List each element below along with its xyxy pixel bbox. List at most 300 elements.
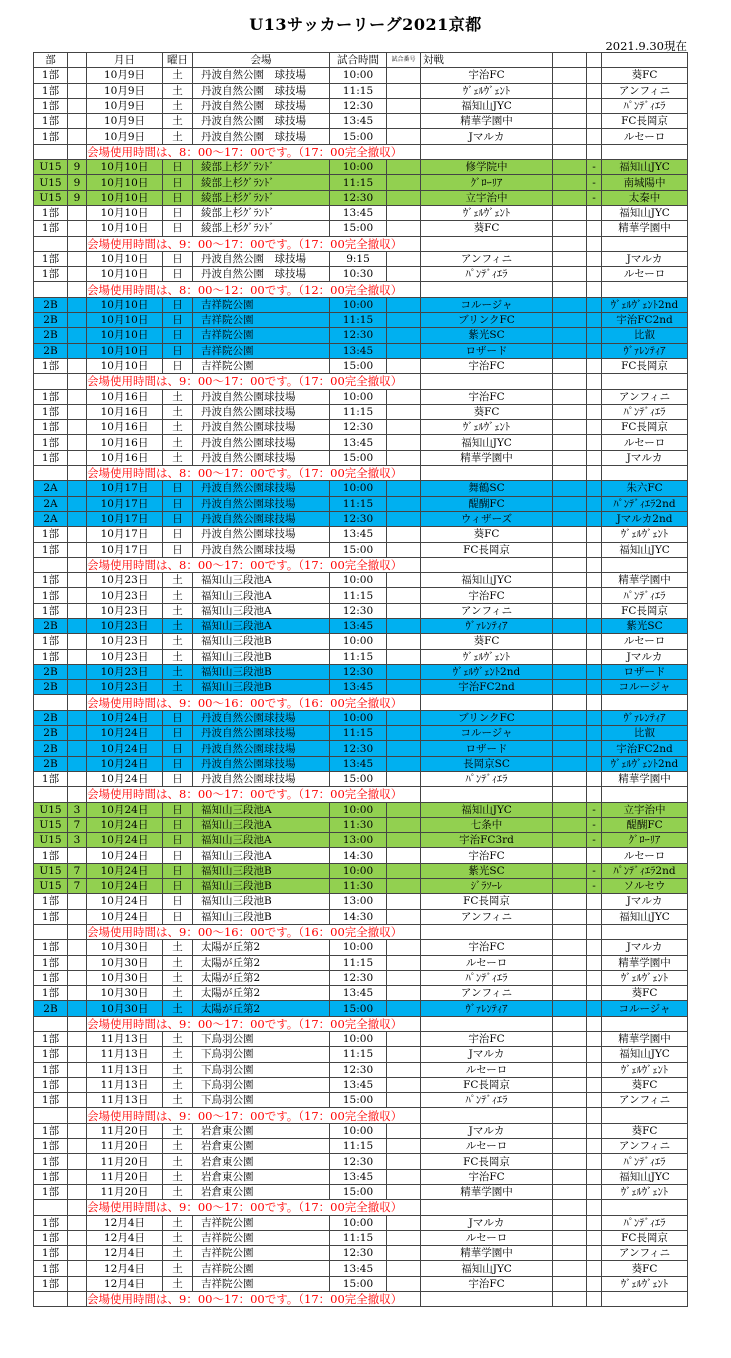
match-row bbox=[34, 267, 688, 282]
venue-cell: 岩倉東公園 bbox=[193, 1139, 330, 1154]
blank-cell bbox=[602, 1200, 688, 1215]
time-cell: 13:45 bbox=[330, 343, 387, 358]
time-cell: 15:00 bbox=[330, 1276, 387, 1291]
home-team-cell: FC長岡京 bbox=[421, 1077, 553, 1092]
home-team-cell: ｼﾞﾗｿｰﾚ bbox=[421, 879, 553, 894]
venue-cell: 福知山三段池A bbox=[193, 588, 330, 603]
match-no-cell bbox=[387, 1123, 421, 1138]
separator-cell bbox=[587, 496, 602, 511]
match-row bbox=[34, 328, 688, 343]
separator-cell bbox=[587, 221, 602, 236]
separator-cell bbox=[587, 328, 602, 343]
blank-cell bbox=[553, 1077, 587, 1092]
match-row bbox=[34, 1154, 688, 1169]
blank-cell bbox=[553, 802, 587, 817]
weekday-cell: 土 bbox=[163, 129, 193, 144]
venue-cell: 太陽が丘第2 bbox=[193, 940, 330, 955]
home-team-cell: アンフィニ bbox=[421, 986, 553, 1001]
venue-cell: 丹波自然公園球技場 bbox=[193, 389, 330, 404]
time-cell: 10:00 bbox=[330, 802, 387, 817]
group-cell bbox=[68, 756, 87, 771]
match-no-cell bbox=[387, 588, 421, 603]
blank-cell bbox=[602, 374, 688, 389]
away-team-cell: アンフィニ bbox=[602, 1139, 688, 1154]
division-cell: 1部 bbox=[34, 1139, 68, 1154]
group-cell bbox=[68, 1047, 87, 1062]
match-no-cell bbox=[387, 450, 421, 465]
blank-cell bbox=[553, 1032, 587, 1047]
away-team-cell: Jマルカ bbox=[602, 940, 688, 955]
weekday-cell: 土 bbox=[163, 955, 193, 970]
division-cell: 2B bbox=[34, 618, 68, 633]
group-cell bbox=[68, 420, 87, 435]
venue-cell: 太陽が丘第2 bbox=[193, 970, 330, 985]
venue-cell: 綾部上杉ｸﾞﾗﾝﾄﾞ bbox=[193, 190, 330, 205]
match-row bbox=[34, 404, 688, 419]
blank-cell bbox=[421, 1108, 553, 1123]
date-cell: 10月24日 bbox=[87, 879, 163, 894]
date-cell: 11月13日 bbox=[87, 1093, 163, 1108]
separator-cell bbox=[587, 710, 602, 725]
separator-cell bbox=[587, 297, 602, 312]
division-cell: U15 bbox=[34, 863, 68, 878]
group-cell bbox=[68, 726, 87, 741]
home-team-cell: ロザード bbox=[421, 741, 553, 756]
weekday-cell: 土 bbox=[163, 1154, 193, 1169]
group-cell bbox=[68, 1062, 87, 1077]
blank-cell bbox=[553, 129, 587, 144]
separator-cell bbox=[587, 1123, 602, 1138]
venue-cell: 下鳥羽公園 bbox=[193, 1093, 330, 1108]
group-cell bbox=[68, 389, 87, 404]
match-row bbox=[34, 573, 688, 588]
away-team-cell: FC長岡京 bbox=[602, 420, 688, 435]
venue-cell: 丹波自然公園球技場 bbox=[193, 481, 330, 496]
group-cell bbox=[68, 1077, 87, 1092]
date-cell: 10月9日 bbox=[87, 129, 163, 144]
home-team-cell: 精華学園中 bbox=[421, 450, 553, 465]
match-row bbox=[34, 1276, 688, 1291]
home-team-cell: 七条中 bbox=[421, 817, 553, 832]
match-row bbox=[34, 511, 688, 526]
blank-cell bbox=[553, 771, 587, 786]
blank-cell bbox=[553, 649, 587, 664]
match-no-cell bbox=[387, 756, 421, 771]
away-team-cell: ルセーロ bbox=[602, 267, 688, 282]
division-cell: 1部 bbox=[34, 1276, 68, 1291]
time-cell: 10:30 bbox=[330, 267, 387, 282]
group-cell bbox=[68, 894, 87, 909]
group-cell bbox=[68, 680, 87, 695]
time-cell: 10:00 bbox=[330, 481, 387, 496]
blank-cell bbox=[553, 741, 587, 756]
separator-cell bbox=[587, 435, 602, 450]
match-row bbox=[34, 450, 688, 465]
time-cell: 15:00 bbox=[330, 129, 387, 144]
division-cell: 1部 bbox=[34, 588, 68, 603]
group-cell: 7 bbox=[68, 817, 87, 832]
separator-cell bbox=[587, 1276, 602, 1291]
separator-cell bbox=[587, 940, 602, 955]
venue-hours-note: 会場使用時間は、9：00～17：00です。（17：00完全撤収） bbox=[87, 1016, 421, 1031]
venue-hours-note-row bbox=[34, 466, 688, 481]
separator-cell bbox=[587, 955, 602, 970]
match-no-cell bbox=[387, 1184, 421, 1199]
away-team-cell: 精華学園中 bbox=[602, 573, 688, 588]
division-cell: 2B bbox=[34, 726, 68, 741]
away-team-cell: ｳﾞｪﾙｳﾞｪﾝﾄ bbox=[602, 1184, 688, 1199]
blank-cell bbox=[553, 1215, 587, 1230]
group-cell bbox=[68, 435, 87, 450]
as-of-date: 2021.9.30現在 bbox=[605, 39, 687, 53]
date-cell: 11月20日 bbox=[87, 1123, 163, 1138]
match-row bbox=[34, 297, 688, 312]
blank-cell bbox=[553, 511, 587, 526]
header-blank-2 bbox=[587, 53, 602, 68]
division-cell: 1部 bbox=[34, 1077, 68, 1092]
group-cell bbox=[68, 771, 87, 786]
match-no-cell bbox=[387, 726, 421, 741]
weekday-cell: 土 bbox=[163, 573, 193, 588]
blank-cell bbox=[553, 175, 587, 190]
match-row bbox=[34, 1169, 688, 1184]
time-cell: 11:15 bbox=[330, 955, 387, 970]
weekday-cell: 日 bbox=[163, 175, 193, 190]
date-cell: 11月20日 bbox=[87, 1139, 163, 1154]
division-cell: 1部 bbox=[34, 848, 68, 863]
header-blank-1 bbox=[553, 53, 587, 68]
group-cell bbox=[68, 634, 87, 649]
group-cell: 3 bbox=[68, 802, 87, 817]
venue-cell: 下鳥羽公園 bbox=[193, 1062, 330, 1077]
division-cell: 1部 bbox=[34, 940, 68, 955]
venue-hours-note: 会場使用時間は、8：00～12：00です。（12：00完全撤収） bbox=[87, 282, 421, 297]
venue-hours-note: 会場使用時間は、9：00～16：00です。（16：00完全撤収） bbox=[87, 695, 421, 710]
date-cell: 10月30日 bbox=[87, 1001, 163, 1016]
match-row bbox=[34, 1261, 688, 1276]
blank-cell bbox=[553, 1108, 587, 1123]
match-no-cell bbox=[387, 970, 421, 985]
blank-cell bbox=[34, 1200, 68, 1215]
blank-cell bbox=[34, 1108, 68, 1123]
match-no-cell bbox=[387, 573, 421, 588]
weekday-cell: 土 bbox=[163, 986, 193, 1001]
match-row bbox=[34, 114, 688, 129]
match-no-cell bbox=[387, 1062, 421, 1077]
group-cell bbox=[68, 496, 87, 511]
weekday-cell: 土 bbox=[163, 1032, 193, 1047]
group-cell bbox=[68, 909, 87, 924]
blank-cell bbox=[68, 695, 87, 710]
home-team-cell: ロザード bbox=[421, 343, 553, 358]
venue-cell: 綾部上杉ｸﾞﾗﾝﾄﾞ bbox=[193, 160, 330, 175]
blank-cell bbox=[587, 787, 602, 802]
away-team-cell: 宇治FC2nd bbox=[602, 741, 688, 756]
blank-cell bbox=[553, 756, 587, 771]
separator-cell: - bbox=[587, 160, 602, 175]
venue-cell: 太陽が丘第2 bbox=[193, 955, 330, 970]
home-team-cell: 精華学園中 bbox=[421, 1246, 553, 1261]
weekday-cell: 土 bbox=[163, 588, 193, 603]
away-team-cell: コルージャ bbox=[602, 680, 688, 695]
group-cell bbox=[68, 1184, 87, 1199]
weekday-cell: 日 bbox=[163, 251, 193, 266]
separator-cell bbox=[587, 1093, 602, 1108]
home-team-cell: 福知山JYC bbox=[421, 1261, 553, 1276]
date-cell: 12月4日 bbox=[87, 1261, 163, 1276]
blank-cell bbox=[421, 282, 553, 297]
division-cell: 1部 bbox=[34, 1261, 68, 1276]
match-no-cell bbox=[387, 1154, 421, 1169]
date-cell: 10月23日 bbox=[87, 680, 163, 695]
away-team-cell: ｳﾞｧﾚﾝﾃｨｱ bbox=[602, 343, 688, 358]
blank-cell bbox=[602, 787, 688, 802]
venue-cell: 綾部上杉ｸﾞﾗﾝﾄﾞ bbox=[193, 221, 330, 236]
match-row bbox=[34, 1032, 688, 1047]
match-row bbox=[34, 496, 688, 511]
venue-cell: 丹波自然公園球技場 bbox=[193, 435, 330, 450]
time-cell: 15:00 bbox=[330, 1001, 387, 1016]
venue-cell: 丹波自然公園 球技場 bbox=[193, 267, 330, 282]
home-team-cell: 宇治FC2nd bbox=[421, 680, 553, 695]
away-team-cell: 福知山JYC bbox=[602, 1169, 688, 1184]
match-no-cell bbox=[387, 160, 421, 175]
home-team-cell: ｳﾞｧﾚﾝﾃｨｱ bbox=[421, 1001, 553, 1016]
home-team-cell: 紫光SC bbox=[421, 863, 553, 878]
date-cell: 10月9日 bbox=[87, 98, 163, 113]
separator-cell bbox=[587, 970, 602, 985]
division-cell: 1部 bbox=[34, 1184, 68, 1199]
weekday-cell: 土 bbox=[163, 940, 193, 955]
time-cell: 15:00 bbox=[330, 771, 387, 786]
match-row bbox=[34, 817, 688, 832]
blank-cell bbox=[34, 144, 68, 159]
match-no-cell bbox=[387, 1139, 421, 1154]
home-team-cell: ﾊﾟﾝﾃﾞｨｴﾗ bbox=[421, 1093, 553, 1108]
match-no-cell bbox=[387, 894, 421, 909]
separator-cell bbox=[587, 618, 602, 633]
match-no-cell bbox=[387, 741, 421, 756]
match-row bbox=[34, 1123, 688, 1138]
match-no-cell bbox=[387, 833, 421, 848]
blank-cell bbox=[553, 970, 587, 985]
home-team-cell: ｳﾞｧﾚﾝﾃｨｱ bbox=[421, 618, 553, 633]
date-cell: 10月16日 bbox=[87, 450, 163, 465]
time-cell: 10:00 bbox=[330, 389, 387, 404]
group-cell: 9 bbox=[68, 175, 87, 190]
match-no-cell bbox=[387, 175, 421, 190]
match-no-cell bbox=[387, 297, 421, 312]
weekday-cell: 日 bbox=[163, 833, 193, 848]
match-no-cell bbox=[387, 404, 421, 419]
weekday-cell: 日 bbox=[163, 863, 193, 878]
blank-cell bbox=[421, 236, 553, 251]
blank-cell bbox=[553, 144, 587, 159]
blank-cell bbox=[553, 1230, 587, 1245]
blank-cell bbox=[553, 817, 587, 832]
away-team-cell: 太秦中 bbox=[602, 190, 688, 205]
match-no-cell bbox=[387, 1261, 421, 1276]
home-team-cell: FC長岡京 bbox=[421, 894, 553, 909]
away-team-cell: コルージャ bbox=[602, 1001, 688, 1016]
home-team-cell: ブリンクFC bbox=[421, 313, 553, 328]
match-row bbox=[34, 481, 688, 496]
group-cell: 3 bbox=[68, 833, 87, 848]
weekday-cell: 土 bbox=[163, 1276, 193, 1291]
date-cell: 10月24日 bbox=[87, 726, 163, 741]
match-row bbox=[34, 756, 688, 771]
blank-cell bbox=[553, 68, 587, 83]
home-team-cell: 宇治FC bbox=[421, 1169, 553, 1184]
weekday-cell: 土 bbox=[163, 114, 193, 129]
time-cell: 12:30 bbox=[330, 511, 387, 526]
home-team-cell: ｳﾞｪﾙｳﾞｪﾝﾄ2nd bbox=[421, 664, 553, 679]
division-cell: 1部 bbox=[34, 114, 68, 129]
weekday-cell: 土 bbox=[163, 435, 193, 450]
blank-cell bbox=[68, 557, 87, 572]
separator-cell bbox=[587, 848, 602, 863]
match-no-cell bbox=[387, 114, 421, 129]
home-team-cell: 精華学園中 bbox=[421, 114, 553, 129]
group-cell bbox=[68, 297, 87, 312]
separator-cell: - bbox=[587, 190, 602, 205]
away-team-cell: 精華学園中 bbox=[602, 955, 688, 970]
match-no-cell bbox=[387, 879, 421, 894]
match-row bbox=[34, 680, 688, 695]
match-row bbox=[34, 527, 688, 542]
blank-cell bbox=[553, 205, 587, 220]
home-team-cell: 宇治FC bbox=[421, 848, 553, 863]
group-cell bbox=[68, 98, 87, 113]
venue-hours-note-row bbox=[34, 787, 688, 802]
match-row bbox=[34, 1062, 688, 1077]
group-cell bbox=[68, 83, 87, 98]
match-no-cell bbox=[387, 802, 421, 817]
blank-cell bbox=[553, 848, 587, 863]
home-team-cell: ﾊﾟﾝﾃﾞｨｴﾗ bbox=[421, 771, 553, 786]
header-matchup: 対戦 bbox=[421, 53, 553, 68]
time-cell: 12:30 bbox=[330, 603, 387, 618]
match-no-cell bbox=[387, 634, 421, 649]
time-cell: 13:45 bbox=[330, 205, 387, 220]
venue-cell: 福知山三段池B bbox=[193, 879, 330, 894]
weekday-cell: 土 bbox=[163, 420, 193, 435]
division-cell: 2B bbox=[34, 297, 68, 312]
venue-cell: 岩倉東公園 bbox=[193, 1123, 330, 1138]
weekday-cell: 日 bbox=[163, 527, 193, 542]
home-team-cell: 醍醐FC bbox=[421, 496, 553, 511]
division-cell: U15 bbox=[34, 879, 68, 894]
blank-cell bbox=[68, 282, 87, 297]
match-row bbox=[34, 389, 688, 404]
weekday-cell: 日 bbox=[163, 160, 193, 175]
venue-hours-note: 会場使用時間は、8：00～17：00です。（17：00完全撤収） bbox=[87, 466, 421, 481]
date-cell: 10月10日 bbox=[87, 190, 163, 205]
time-cell: 13:45 bbox=[330, 1169, 387, 1184]
time-cell: 10:00 bbox=[330, 160, 387, 175]
match-row bbox=[34, 1215, 688, 1230]
date-cell: 10月23日 bbox=[87, 573, 163, 588]
header-time: 試合時間 bbox=[330, 53, 387, 68]
match-no-cell bbox=[387, 1093, 421, 1108]
division-cell: 2B bbox=[34, 680, 68, 695]
blank-cell bbox=[553, 833, 587, 848]
venue-cell: 丹波自然公園 球技場 bbox=[193, 98, 330, 113]
date-cell: 12月4日 bbox=[87, 1230, 163, 1245]
date-cell: 11月20日 bbox=[87, 1169, 163, 1184]
match-no-cell bbox=[387, 542, 421, 557]
division-cell: 2B bbox=[34, 710, 68, 725]
venue-cell: 福知山三段池B bbox=[193, 680, 330, 695]
home-team-cell: 葵FC bbox=[421, 634, 553, 649]
blank-cell bbox=[587, 466, 602, 481]
separator-cell bbox=[587, 573, 602, 588]
separator-cell bbox=[587, 1032, 602, 1047]
blank-cell bbox=[553, 313, 587, 328]
separator-cell bbox=[587, 603, 602, 618]
home-team-cell: 宇治FC bbox=[421, 358, 553, 373]
time-cell: 10:00 bbox=[330, 1032, 387, 1047]
away-team-cell: FC長岡京 bbox=[602, 1230, 688, 1245]
separator-cell bbox=[587, 542, 602, 557]
venue-cell: 丹波自然公園 球技場 bbox=[193, 114, 330, 129]
division-cell: 1部 bbox=[34, 986, 68, 1001]
venue-hours-note-row bbox=[34, 1200, 688, 1215]
home-team-cell: FC長岡京 bbox=[421, 542, 553, 557]
blank-cell bbox=[602, 144, 688, 159]
blank-cell bbox=[553, 924, 587, 939]
away-team-cell: ｸﾞﾛｰﾘｱ bbox=[602, 833, 688, 848]
match-no-cell bbox=[387, 680, 421, 695]
blank-cell bbox=[421, 557, 553, 572]
separator-cell bbox=[587, 1047, 602, 1062]
home-team-cell: ｳﾞｪﾙｳﾞｪﾝﾄ bbox=[421, 420, 553, 435]
venue-cell: 福知山三段池A bbox=[193, 833, 330, 848]
blank-cell bbox=[421, 1292, 553, 1307]
away-team-cell: Jマルカ bbox=[602, 251, 688, 266]
match-no-cell bbox=[387, 603, 421, 618]
separator-cell bbox=[587, 1169, 602, 1184]
home-team-cell: Jマルカ bbox=[421, 1215, 553, 1230]
separator-cell bbox=[587, 1077, 602, 1092]
weekday-cell: 日 bbox=[163, 496, 193, 511]
group-cell bbox=[68, 221, 87, 236]
home-team-cell: 福知山JYC bbox=[421, 435, 553, 450]
blank-cell bbox=[34, 695, 68, 710]
date-cell: 10月10日 bbox=[87, 205, 163, 220]
blank-cell bbox=[587, 1200, 602, 1215]
away-team-cell: ルセーロ bbox=[602, 634, 688, 649]
match-row bbox=[34, 175, 688, 190]
venue-hours-note-row bbox=[34, 695, 688, 710]
blank-cell bbox=[34, 282, 68, 297]
match-no-cell bbox=[387, 527, 421, 542]
match-row bbox=[34, 542, 688, 557]
division-cell: 2B bbox=[34, 328, 68, 343]
blank-cell bbox=[553, 328, 587, 343]
date-cell: 10月17日 bbox=[87, 496, 163, 511]
group-cell bbox=[68, 710, 87, 725]
venue-cell: 福知山三段池A bbox=[193, 603, 330, 618]
group-cell bbox=[68, 404, 87, 419]
division-cell: U15 bbox=[34, 833, 68, 848]
away-team-cell: 福知山JYC bbox=[602, 1047, 688, 1062]
blank-cell bbox=[553, 1093, 587, 1108]
match-no-cell bbox=[387, 1230, 421, 1245]
time-cell: 13:45 bbox=[330, 114, 387, 129]
separator-cell bbox=[587, 909, 602, 924]
venue-cell: 福知山三段池A bbox=[193, 573, 330, 588]
